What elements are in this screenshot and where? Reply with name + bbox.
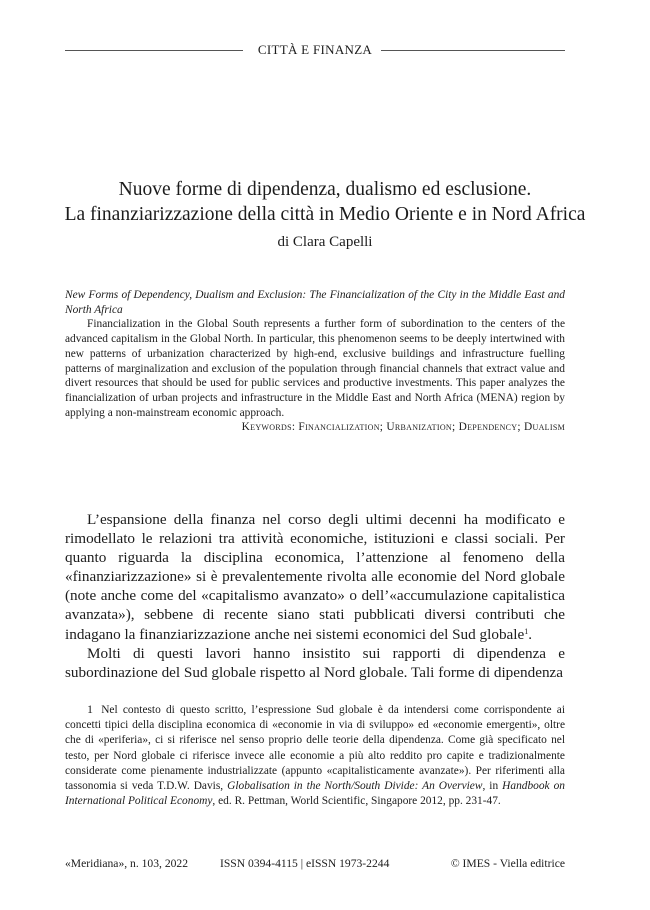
keywords: Keywords: Financialization; Urbanization; Dependency; Dualism bbox=[241, 421, 565, 434]
title-line-1: Nuove forme di dipendenza, dualismo ed esclusione. bbox=[118, 179, 532, 200]
page-footer bbox=[65, 857, 565, 873]
footnote-book-title: Handbook on International Political Economy bbox=[65, 780, 565, 808]
footnote-body: Nel contesto di questo scritto, l’espressione Sud globale è da intendersi come corrispondente ai concetti tipici della disciplina economica di «economie in via di sviluppo» ed «economie emergenti», oltre che di «periferia», ci si riferisce nel senso proprio delle teorie della dipendenza. Come già specificato nel testo, per Nord globale ci riferisce invece alle economie a più alto reddito pro capite e tradizionalmente considerate come pienamente industrializzate (appunto «capitalisticamente avanzate»). Per riferimenti alla tassonomia si veda T.D.W. Davis, bbox=[65, 704, 565, 793]
header-rule-right bbox=[381, 50, 565, 51]
footnote-reference[interactable]: 1 bbox=[524, 626, 529, 636]
footnote-mid: , in bbox=[482, 780, 499, 793]
footnote-text bbox=[65, 702, 565, 809]
footnote-work-title: Globalisation in the North/South Divide: An Overview bbox=[227, 780, 483, 793]
footnote-tail: , ed. R. Pettman, World Scientific, Singapore 2012, pp. 231-47. bbox=[212, 795, 501, 808]
abstract-english-title: New Forms of Dependency, Dualism and Exclusion: The Financialization of the City in the Middle East and North Africa bbox=[65, 289, 565, 316]
abstract-text: Financialization in the Global South represents a further form of subordination to the centers of the advanced capitalism in the Global North. In particular, this phenomenon seems to be deeply intertwined with new patterns of urbanization characterized by high-end, exclusive buildings and infrastructure fuelling patterns of marginalization and exclusion of the population through financial channels that extract value and divert resources that should be used for public services and productive investments. This paper analyzes the financialization of urban projects and infrastructure in the Middle East and North Africa (MENA) region by applying a non-mainstream economic approach. bbox=[65, 318, 565, 419]
footnote bbox=[65, 702, 565, 809]
main-text bbox=[65, 510, 565, 682]
footer-publisher: © IMES - Viella editrice bbox=[450, 857, 565, 870]
body-paragraph-2: Molti di questi lavori hanno insistito sui rapporti di dipendenza e subordinazione del Sud globale rispetto al Nord globale. Tali forme di dipendenza bbox=[65, 644, 565, 681]
body-paragraph-1-text: L’espansione della finanza nel corso degli ultimi decenni ha modificato e rimodellato le relazioni tra attività economiche, istituzioni e classi sociali. Per quanto riguarda la disciplina economica, l’attenzione al fenomeno della «finanziarizzazione» si è prevalentemente rivolta alle economie del Nord globale (note anche come del «capitalismo avanzato» o dell’«accumulazione capitalistica avanzata»), sebbene di recente siano stati pubblicati diversi contributi che indagano la finanziarizzazione anche nei sistemi economici del Sud globale bbox=[65, 511, 565, 643]
running-head-title: CITTÀ E FINANZA bbox=[257, 42, 373, 57]
title-line-2: La finanziarizzazione della città in Medio Oriente e in Nord Africa bbox=[64, 204, 586, 225]
author-byline: di Clara Capelli bbox=[277, 234, 373, 250]
footer-issn: ISSN 0394-4115 | eISSN 1973-2244 bbox=[220, 857, 390, 870]
running-header bbox=[65, 40, 565, 60]
abstract bbox=[65, 288, 565, 435]
footer-journal: «Meridiana», n. 103, 2022 bbox=[65, 857, 189, 870]
body-paragraph-1 bbox=[65, 510, 565, 644]
article-title bbox=[40, 177, 610, 227]
body-paragraph-1-end: . bbox=[528, 625, 533, 643]
footnote-number: 1 bbox=[87, 702, 93, 716]
